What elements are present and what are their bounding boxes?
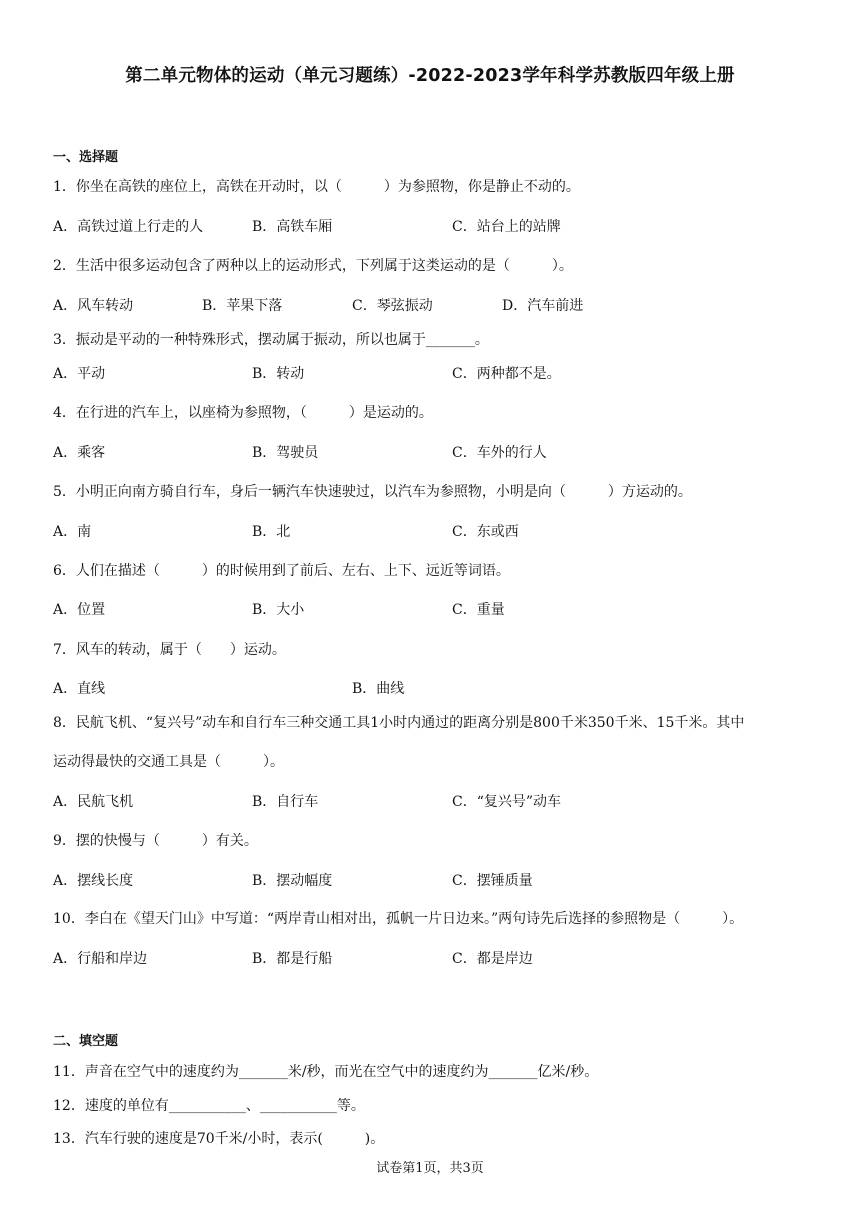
- question-3-option-a: A．平动: [53, 366, 106, 382]
- question-10-option-a: A．行船和岸边: [53, 951, 148, 967]
- question-6-stem: 6．人们在描述（ ）的时候用到了前后、左右、上下、远近等词语。: [53, 563, 510, 579]
- question-9-option-b: B．摆动幅度: [252, 873, 333, 889]
- question-12-stem: 12．速度的单位有___________、___________等。: [53, 1098, 365, 1114]
- question-3-stem: 3．振动是平动的一种特殊形式，摆动属于振动，所以也属于_______。: [53, 332, 489, 348]
- question-5-option-a: A．南: [53, 524, 92, 540]
- question-10-option-b: B．都是行船: [252, 951, 333, 967]
- section-heading-fill: 二、填空题: [53, 1034, 119, 1049]
- question-2-option-b: B．苹果下落: [202, 298, 283, 314]
- question-2-option-d: D．汽车前进: [502, 298, 584, 314]
- question-7-option-a: A．直线: [53, 681, 106, 697]
- document-title: 第二单元物体的运动（单元习题练）-2022-2023学年科学苏教版四年级上册: [125, 66, 735, 86]
- section-heading-choice: 一、选择题: [53, 150, 119, 165]
- question-4-option-b: B．驾驶员: [252, 445, 319, 461]
- question-6-option-c: C．重量: [452, 602, 505, 618]
- question-9-option-c: C．摆锤质量: [452, 873, 533, 889]
- question-6-option-a: A．位置: [53, 602, 106, 618]
- question-2-option-a: A．风车转动: [53, 298, 134, 314]
- question-2-stem: 2．生活中很多运动包含了两种以上的运动形式，下列属于这类运动的是（ ）。: [53, 258, 573, 274]
- question-5-option-c: C．东或西: [452, 524, 519, 540]
- question-8-option-c: C．“复兴号”动车: [452, 794, 562, 810]
- question-3-option-b: B．转动: [252, 366, 305, 382]
- question-13-stem: 13．汽车行驶的速度是70千米/小时，表示( )。: [53, 1131, 385, 1147]
- question-1-option-b: B．高铁车厢: [252, 219, 333, 235]
- question-9-option-a: A．摆线长度: [53, 873, 134, 889]
- question-8-stem-line-2: 运动得最快的交通工具是（ ）。: [53, 754, 284, 770]
- page-footer: 试卷第1页，共3页: [376, 1161, 484, 1176]
- question-5-option-b: B．北: [252, 524, 291, 540]
- question-4-stem: 4．在行进的汽车上，以座椅为参照物，（ ）是运动的。: [53, 405, 433, 421]
- question-7-option-b: B．曲线: [352, 681, 405, 697]
- question-2-option-c: C．琴弦振动: [352, 298, 433, 314]
- question-6-option-b: B．大小: [252, 602, 305, 618]
- question-11-stem: 11．声音在空气中的速度约为_______米/秒，而光在空气中的速度约为_______亿米/秒。: [53, 1064, 599, 1080]
- question-1-option-a: A．高铁过道上行走的人: [53, 219, 204, 235]
- question-3-option-c: C．两种都不是。: [452, 366, 561, 382]
- question-8-option-b: B．自行车: [252, 794, 319, 810]
- question-4-option-c: C．车外的行人: [452, 445, 547, 461]
- question-9-stem: 9．摆的快慢与（ ）有关。: [53, 833, 258, 849]
- question-7-stem: 7．风车的转动，属于（ ）运动。: [53, 642, 286, 658]
- question-8-stem-line-1: 8．民航飞机、“复兴号”动车和自行车三种交通工具1小时内通过的距离分别是800千米350千米、15千米。其中: [53, 715, 745, 731]
- question-1-stem: 1．你坐在高铁的座位上，高铁在开动时，以（ ）为参照物，你是静止不动的。: [53, 179, 580, 195]
- question-1-option-c: C．站台上的站牌: [452, 219, 561, 235]
- question-5-stem: 5．小明正向南方骑自行车，身后一辆汽车快速驶过，以汽车为参照物，小明是向（ ）方运动的。: [53, 484, 692, 500]
- question-10-option-c: C．都是岸边: [452, 951, 533, 967]
- question-8-option-a: A．民航飞机: [53, 794, 134, 810]
- question-10-stem: 10．李白在《望天门山》中写道：“两岸青山相对出，孤帆一片日边来。”两句诗先后选择的参照物是（ ）。: [53, 911, 744, 927]
- question-4-option-a: A．乘客: [53, 445, 106, 461]
